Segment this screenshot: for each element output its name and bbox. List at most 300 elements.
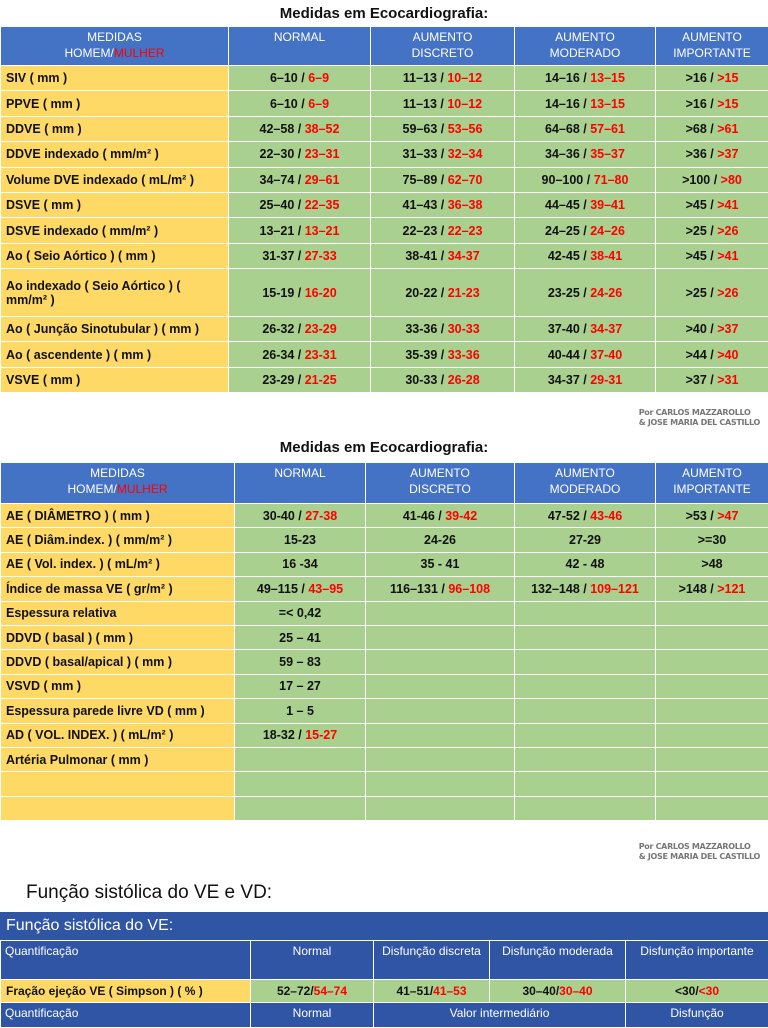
value-cell <box>515 504 656 528</box>
value-cell <box>371 167 515 192</box>
value-cell <box>366 723 515 747</box>
value-men: >36 / <box>686 147 718 161</box>
value-women: 29-31 <box>590 373 622 387</box>
value-men: 22–30 / <box>260 147 305 161</box>
value-cell <box>656 625 768 649</box>
value-women: 21-23 <box>448 286 480 300</box>
value-men: >68 / <box>686 122 718 136</box>
value-cell <box>366 601 515 625</box>
value-cell <box>235 625 366 649</box>
value-cell <box>229 342 371 367</box>
value-men: >=30 <box>698 533 727 547</box>
value-women: >31 <box>717 373 738 387</box>
value-cell <box>371 116 515 141</box>
row-label: DSVE indexado ( mm/m² ) <box>1 218 229 243</box>
value-men: 18-32 / <box>263 728 305 742</box>
value-women: 10–12 <box>447 71 482 85</box>
header-line2-b: MULHER <box>114 46 165 60</box>
value-women: 32–34 <box>448 147 483 161</box>
value-cell <box>229 269 371 317</box>
value-cell <box>656 747 768 771</box>
value-cell <box>366 650 515 674</box>
row-label: Ao indexado ( Seio Aórtico ) ( mm/m² ) <box>1 269 229 317</box>
value-women: 54–74 <box>314 984 347 998</box>
value-women: >80 <box>721 173 742 187</box>
value-women: 71–80 <box>594 173 629 187</box>
value-cell <box>366 552 515 576</box>
value-cell <box>235 528 366 552</box>
header-line1: MEDIDAS <box>5 29 224 45</box>
value-cell <box>490 980 626 1003</box>
row-label: Espessura relativa <box>1 601 235 625</box>
value-cell <box>515 601 656 625</box>
header-line2-a: DISCRETO <box>409 482 471 496</box>
value-cell <box>656 269 768 317</box>
value-cell <box>515 167 656 192</box>
value-women: 36–38 <box>448 198 483 212</box>
value-cell <box>371 192 515 217</box>
value-men: 33-36 / <box>405 322 447 336</box>
column-header: Quantificação <box>1 1003 251 1028</box>
value-cell <box>235 772 366 796</box>
value-cell <box>515 796 656 820</box>
row-label <box>1 796 235 820</box>
value-cell <box>229 91 371 116</box>
value-cell <box>366 504 515 528</box>
value-cell <box>371 269 515 317</box>
value-cell <box>229 167 371 192</box>
value-cell <box>251 980 374 1003</box>
value-men: 16 -34 <box>282 557 317 571</box>
row-label: SIV ( mm ) <box>1 66 229 91</box>
value-cell <box>515 772 656 796</box>
column-header <box>515 463 656 504</box>
value-cell <box>366 674 515 698</box>
value-men: 59 – 83 <box>279 655 321 669</box>
value-cell <box>656 116 768 141</box>
value-women: 16-20 <box>305 286 337 300</box>
row-label: Ao ( ascendente ) ( mm ) <box>1 342 229 367</box>
column-header: Normal <box>251 941 374 980</box>
value-women: >47 <box>717 509 738 523</box>
value-cell <box>656 723 768 747</box>
value-women: 6–9 <box>308 71 329 85</box>
value-men: 6–10 / <box>270 71 308 85</box>
row-label: Volume DVE indexado ( mL/m² ) <box>1 167 229 192</box>
value-cell <box>626 980 768 1003</box>
value-cell <box>366 625 515 649</box>
value-men: 30–40/ <box>522 984 559 998</box>
header-line2 <box>519 481 651 497</box>
value-men: >25 / <box>686 286 718 300</box>
value-women: >121 <box>717 582 745 596</box>
table-row <box>1 625 768 649</box>
value-men: 75–89 / <box>403 173 448 187</box>
value-men: >148 / <box>679 582 718 596</box>
header-line2 <box>660 481 764 497</box>
value-cell <box>656 91 768 116</box>
column-header <box>1 27 229 66</box>
header-line2-a: MODERADO <box>550 46 621 60</box>
row-label: AE ( Diâm.index. ) ( mm/m² ) <box>1 528 235 552</box>
value-cell <box>229 316 371 341</box>
value-cell <box>371 91 515 116</box>
value-women: 27-38 <box>305 509 337 523</box>
value-cell <box>656 577 768 601</box>
header-row <box>1 27 768 66</box>
value-men: 6–10 / <box>270 97 308 111</box>
value-women: 38–52 <box>305 122 340 136</box>
value-cell <box>371 142 515 167</box>
credit-line1: Por CARLOS MAZZAROLLO <box>639 842 760 852</box>
value-women: 24-26 <box>590 286 622 300</box>
column-header <box>656 463 768 504</box>
value-men: 41–43 / <box>403 198 448 212</box>
value-cell <box>515 192 656 217</box>
column-header <box>656 27 768 66</box>
value-men: 20-22 / <box>405 286 447 300</box>
value-cell <box>366 577 515 601</box>
value-men: 24–25 / <box>545 224 590 238</box>
value-men: >40 / <box>686 322 718 336</box>
table-systolic-function <box>0 940 768 1028</box>
column-header <box>229 27 371 66</box>
value-cell <box>656 504 768 528</box>
value-men: 11–13 / <box>403 71 448 85</box>
value-cell <box>515 218 656 243</box>
value-men: >37 / <box>686 373 718 387</box>
value-men: 31-37 / <box>262 249 304 263</box>
value-women: 39–41 <box>590 198 625 212</box>
header-line1: NORMAL <box>233 29 366 45</box>
header-line2 <box>370 481 510 497</box>
table-row <box>1 142 768 167</box>
value-cell <box>366 747 515 771</box>
table-row <box>1 316 768 341</box>
value-women: >15 <box>717 71 738 85</box>
value-cell <box>656 552 768 576</box>
value-men: 41-46 / <box>403 509 445 523</box>
value-men: 22–23 / <box>403 224 448 238</box>
value-men: >25 / <box>686 224 718 238</box>
column-header <box>515 27 656 66</box>
row-label <box>1 772 235 796</box>
value-cell <box>515 674 656 698</box>
header-line2-a: DISCRETO <box>412 46 474 60</box>
value-cell <box>235 504 366 528</box>
value-men: 132–148 / <box>531 582 590 596</box>
value-cell <box>229 367 371 392</box>
row-label: Ao ( Seio Aórtico ) ( mm ) <box>1 243 229 268</box>
value-men: 15-19 / <box>262 286 304 300</box>
value-cell <box>656 66 768 91</box>
row-label: DDVD ( basal/apical ) ( mm ) <box>1 650 235 674</box>
value-women: 13–21 <box>305 224 340 238</box>
value-cell <box>656 796 768 820</box>
value-women: 62–70 <box>448 173 483 187</box>
value-cell <box>229 243 371 268</box>
header-line1: MEDIDAS <box>5 465 230 481</box>
value-women: >37 <box>717 147 738 161</box>
value-men: 52–72/ <box>277 984 314 998</box>
value-men: 34-37 / <box>548 373 590 387</box>
credit-2 <box>639 842 760 862</box>
table-row <box>1 601 768 625</box>
value-cell <box>229 218 371 243</box>
value-women: <30 <box>699 984 719 998</box>
value-cell <box>374 980 490 1003</box>
value-men: 25 – 41 <box>279 631 321 645</box>
value-women: 27-33 <box>305 249 337 263</box>
value-cell <box>515 552 656 576</box>
value-women: 23-31 <box>305 348 337 362</box>
value-women: >26 <box>717 286 738 300</box>
table-row <box>1 66 768 91</box>
table-row <box>1 699 768 723</box>
column-header <box>366 463 515 504</box>
value-cell <box>656 243 768 268</box>
value-men: 15-23 <box>284 533 316 547</box>
value-women: 22–35 <box>305 198 340 212</box>
value-cell <box>235 674 366 698</box>
table-row <box>1 772 768 796</box>
header-line2-a: IMPORTANTE <box>673 482 751 496</box>
table-row <box>1 528 768 552</box>
value-men: 11–13 / <box>403 97 448 111</box>
row-label: Ao ( Junção Sinotubular ) ( mm ) <box>1 316 229 341</box>
column-header: Normal <box>251 1003 374 1028</box>
value-cell <box>515 577 656 601</box>
table-row <box>1 269 768 317</box>
row-label: Índice de massa VE ( gr/m² ) <box>1 577 235 601</box>
value-cell <box>515 367 656 392</box>
value-women: >41 <box>717 249 738 263</box>
value-men: >48 <box>701 557 722 571</box>
value-cell <box>371 66 515 91</box>
value-women: 13–15 <box>590 71 625 85</box>
value-men: <30/ <box>675 984 699 998</box>
value-cell <box>656 316 768 341</box>
value-men: 38-41 / <box>405 249 447 263</box>
value-cell <box>235 552 366 576</box>
value-women: 39-42 <box>445 509 477 523</box>
value-cell <box>235 796 366 820</box>
table-row <box>1 552 768 576</box>
value-men: 26-32 / <box>262 322 304 336</box>
value-men: 17 – 27 <box>279 679 321 693</box>
value-cell <box>656 601 768 625</box>
value-women: 15-27 <box>305 728 337 742</box>
value-cell <box>229 116 371 141</box>
header-line1: AUMENTO <box>375 29 510 45</box>
header-line1: AUMENTO <box>660 29 764 45</box>
credit-1 <box>639 408 760 428</box>
header-line2-a: HOMEM/ <box>64 46 113 60</box>
value-cell <box>656 342 768 367</box>
header-line1: AUMENTO <box>519 29 651 45</box>
value-women: 57–61 <box>590 122 625 136</box>
value-men: >53 / <box>686 509 718 523</box>
value-cell <box>656 674 768 698</box>
header-line1: NORMAL <box>239 465 361 481</box>
row-label: DDVD ( basal ) ( mm ) <box>1 625 235 649</box>
value-men: 23-25 / <box>548 286 590 300</box>
header-line1: AUMENTO <box>660 465 764 481</box>
value-cell <box>515 342 656 367</box>
value-men: 42–58 / <box>260 122 305 136</box>
value-men: >16 / <box>686 71 718 85</box>
value-women: 26-28 <box>448 373 480 387</box>
value-men: 44–45 / <box>545 198 590 212</box>
value-cell <box>371 367 515 392</box>
value-cell <box>371 218 515 243</box>
row-label: DSVE ( mm ) <box>1 192 229 217</box>
header-line1: AUMENTO <box>519 465 651 481</box>
header-row <box>1 463 768 504</box>
value-women: 30-33 <box>448 322 480 336</box>
table-measures-2 <box>0 462 768 821</box>
value-cell <box>656 367 768 392</box>
value-men: 34–36 / <box>545 147 590 161</box>
value-women: 24–26 <box>590 224 625 238</box>
row-label: AE ( Vol. index. ) ( mL/m² ) <box>1 552 235 576</box>
table-row <box>1 167 768 192</box>
value-cell <box>235 601 366 625</box>
value-men: 14–16 / <box>545 71 590 85</box>
row-label: Espessura parede livre VD ( mm ) <box>1 699 235 723</box>
value-cell <box>229 66 371 91</box>
header-line2-a: MODERADO <box>550 482 621 496</box>
table-row <box>1 91 768 116</box>
table-row <box>1 116 768 141</box>
value-women: 37-40 <box>590 348 622 362</box>
value-men: >44 / <box>686 348 718 362</box>
value-women: 34-37 <box>590 322 622 336</box>
value-cell <box>366 796 515 820</box>
table-row <box>1 504 768 528</box>
value-cell <box>515 316 656 341</box>
table-row <box>1 218 768 243</box>
value-women: 53–56 <box>448 122 483 136</box>
value-cell <box>656 142 768 167</box>
value-men: 49–115 / <box>257 582 308 596</box>
header-line2 <box>5 45 224 61</box>
value-cell <box>515 243 656 268</box>
value-men: 14–16 / <box>545 97 590 111</box>
value-cell <box>515 747 656 771</box>
value-cell <box>235 650 366 674</box>
value-cell <box>371 316 515 341</box>
value-men: >100 / <box>682 173 721 187</box>
value-women: 38-41 <box>590 249 622 263</box>
value-women: 23–31 <box>305 147 340 161</box>
section3-title: Função sistólica do VE e VD: <box>26 882 272 904</box>
value-men: 27-29 <box>569 533 601 547</box>
value-women: 41–53 <box>433 984 466 998</box>
table-row <box>1 980 768 1003</box>
value-cell <box>656 650 768 674</box>
value-men: 116–131 / <box>390 582 448 596</box>
value-women: 34-37 <box>448 249 480 263</box>
value-men: 30-40 / <box>263 509 305 523</box>
table-row <box>1 577 768 601</box>
value-cell <box>515 269 656 317</box>
value-men: 90–100 / <box>542 173 594 187</box>
value-cell <box>515 142 656 167</box>
value-women: 109–121 <box>590 582 639 596</box>
value-cell <box>515 650 656 674</box>
table-row <box>1 796 768 820</box>
value-cell <box>656 167 768 192</box>
value-cell <box>656 772 768 796</box>
row-label: DDVE indexado ( mm/m² ) <box>1 142 229 167</box>
value-women: 35–37 <box>590 147 625 161</box>
value-cell <box>656 218 768 243</box>
section2-title: Medidas em Ecocardiografia: <box>0 439 768 456</box>
table-row <box>1 192 768 217</box>
credit-line2: & JOSE MARIA DEL CASTILLO <box>639 852 760 862</box>
value-women: 6–9 <box>308 97 329 111</box>
header-line2 <box>660 45 764 61</box>
row-label: VSVD ( mm ) <box>1 674 235 698</box>
row-label: VSVE ( mm ) <box>1 367 229 392</box>
column-header: Quantificação <box>1 941 251 980</box>
value-men: 23-29 / <box>262 373 304 387</box>
row-label: PPVE ( mm ) <box>1 91 229 116</box>
value-men: >16 / <box>686 97 718 111</box>
value-cell <box>229 192 371 217</box>
value-cell <box>515 116 656 141</box>
value-men: 31–33 / <box>403 147 448 161</box>
value-cell <box>515 625 656 649</box>
value-cell <box>371 243 515 268</box>
value-men: 64–68 / <box>545 122 590 136</box>
header-line2 <box>375 45 510 61</box>
row-label: Fração ejeção VE ( Simpson ) ( % ) <box>1 980 251 1003</box>
table-measures-1 <box>0 26 768 393</box>
value-women: 29–61 <box>305 173 340 187</box>
header-line2 <box>519 45 651 61</box>
table-row <box>1 747 768 771</box>
value-women: 22–23 <box>448 224 483 238</box>
value-cell <box>235 747 366 771</box>
value-men: 1 – 5 <box>286 704 314 718</box>
column-header: Disfunção discreta <box>374 941 490 980</box>
column-header <box>371 27 515 66</box>
value-women: 96–108 <box>448 582 490 596</box>
value-cell <box>371 342 515 367</box>
value-men: 34–74 / <box>260 173 305 187</box>
header-line2-a: HOMEM/ <box>67 482 116 496</box>
value-cell <box>229 142 371 167</box>
value-cell <box>515 699 656 723</box>
row-label: AD ( VOL. INDEX. ) ( mL/m² ) <box>1 723 235 747</box>
row-label: AE ( DIÂMETRO ) ( mm ) <box>1 504 235 528</box>
table-row <box>1 650 768 674</box>
credit-line1: Por CARLOS MAZZAROLLO <box>639 408 760 418</box>
header-row <box>1 941 768 980</box>
value-men: 26-34 / <box>262 348 304 362</box>
value-men: 40-44 / <box>548 348 590 362</box>
header-line2 <box>5 481 230 497</box>
value-women: 33-36 <box>448 348 480 362</box>
value-men: 13–21 / <box>260 224 305 238</box>
value-cell <box>366 772 515 796</box>
header-line1: AUMENTO <box>370 465 510 481</box>
value-cell <box>235 577 366 601</box>
value-men: 25–40 / <box>260 198 305 212</box>
value-women: 30–40 <box>559 984 592 998</box>
